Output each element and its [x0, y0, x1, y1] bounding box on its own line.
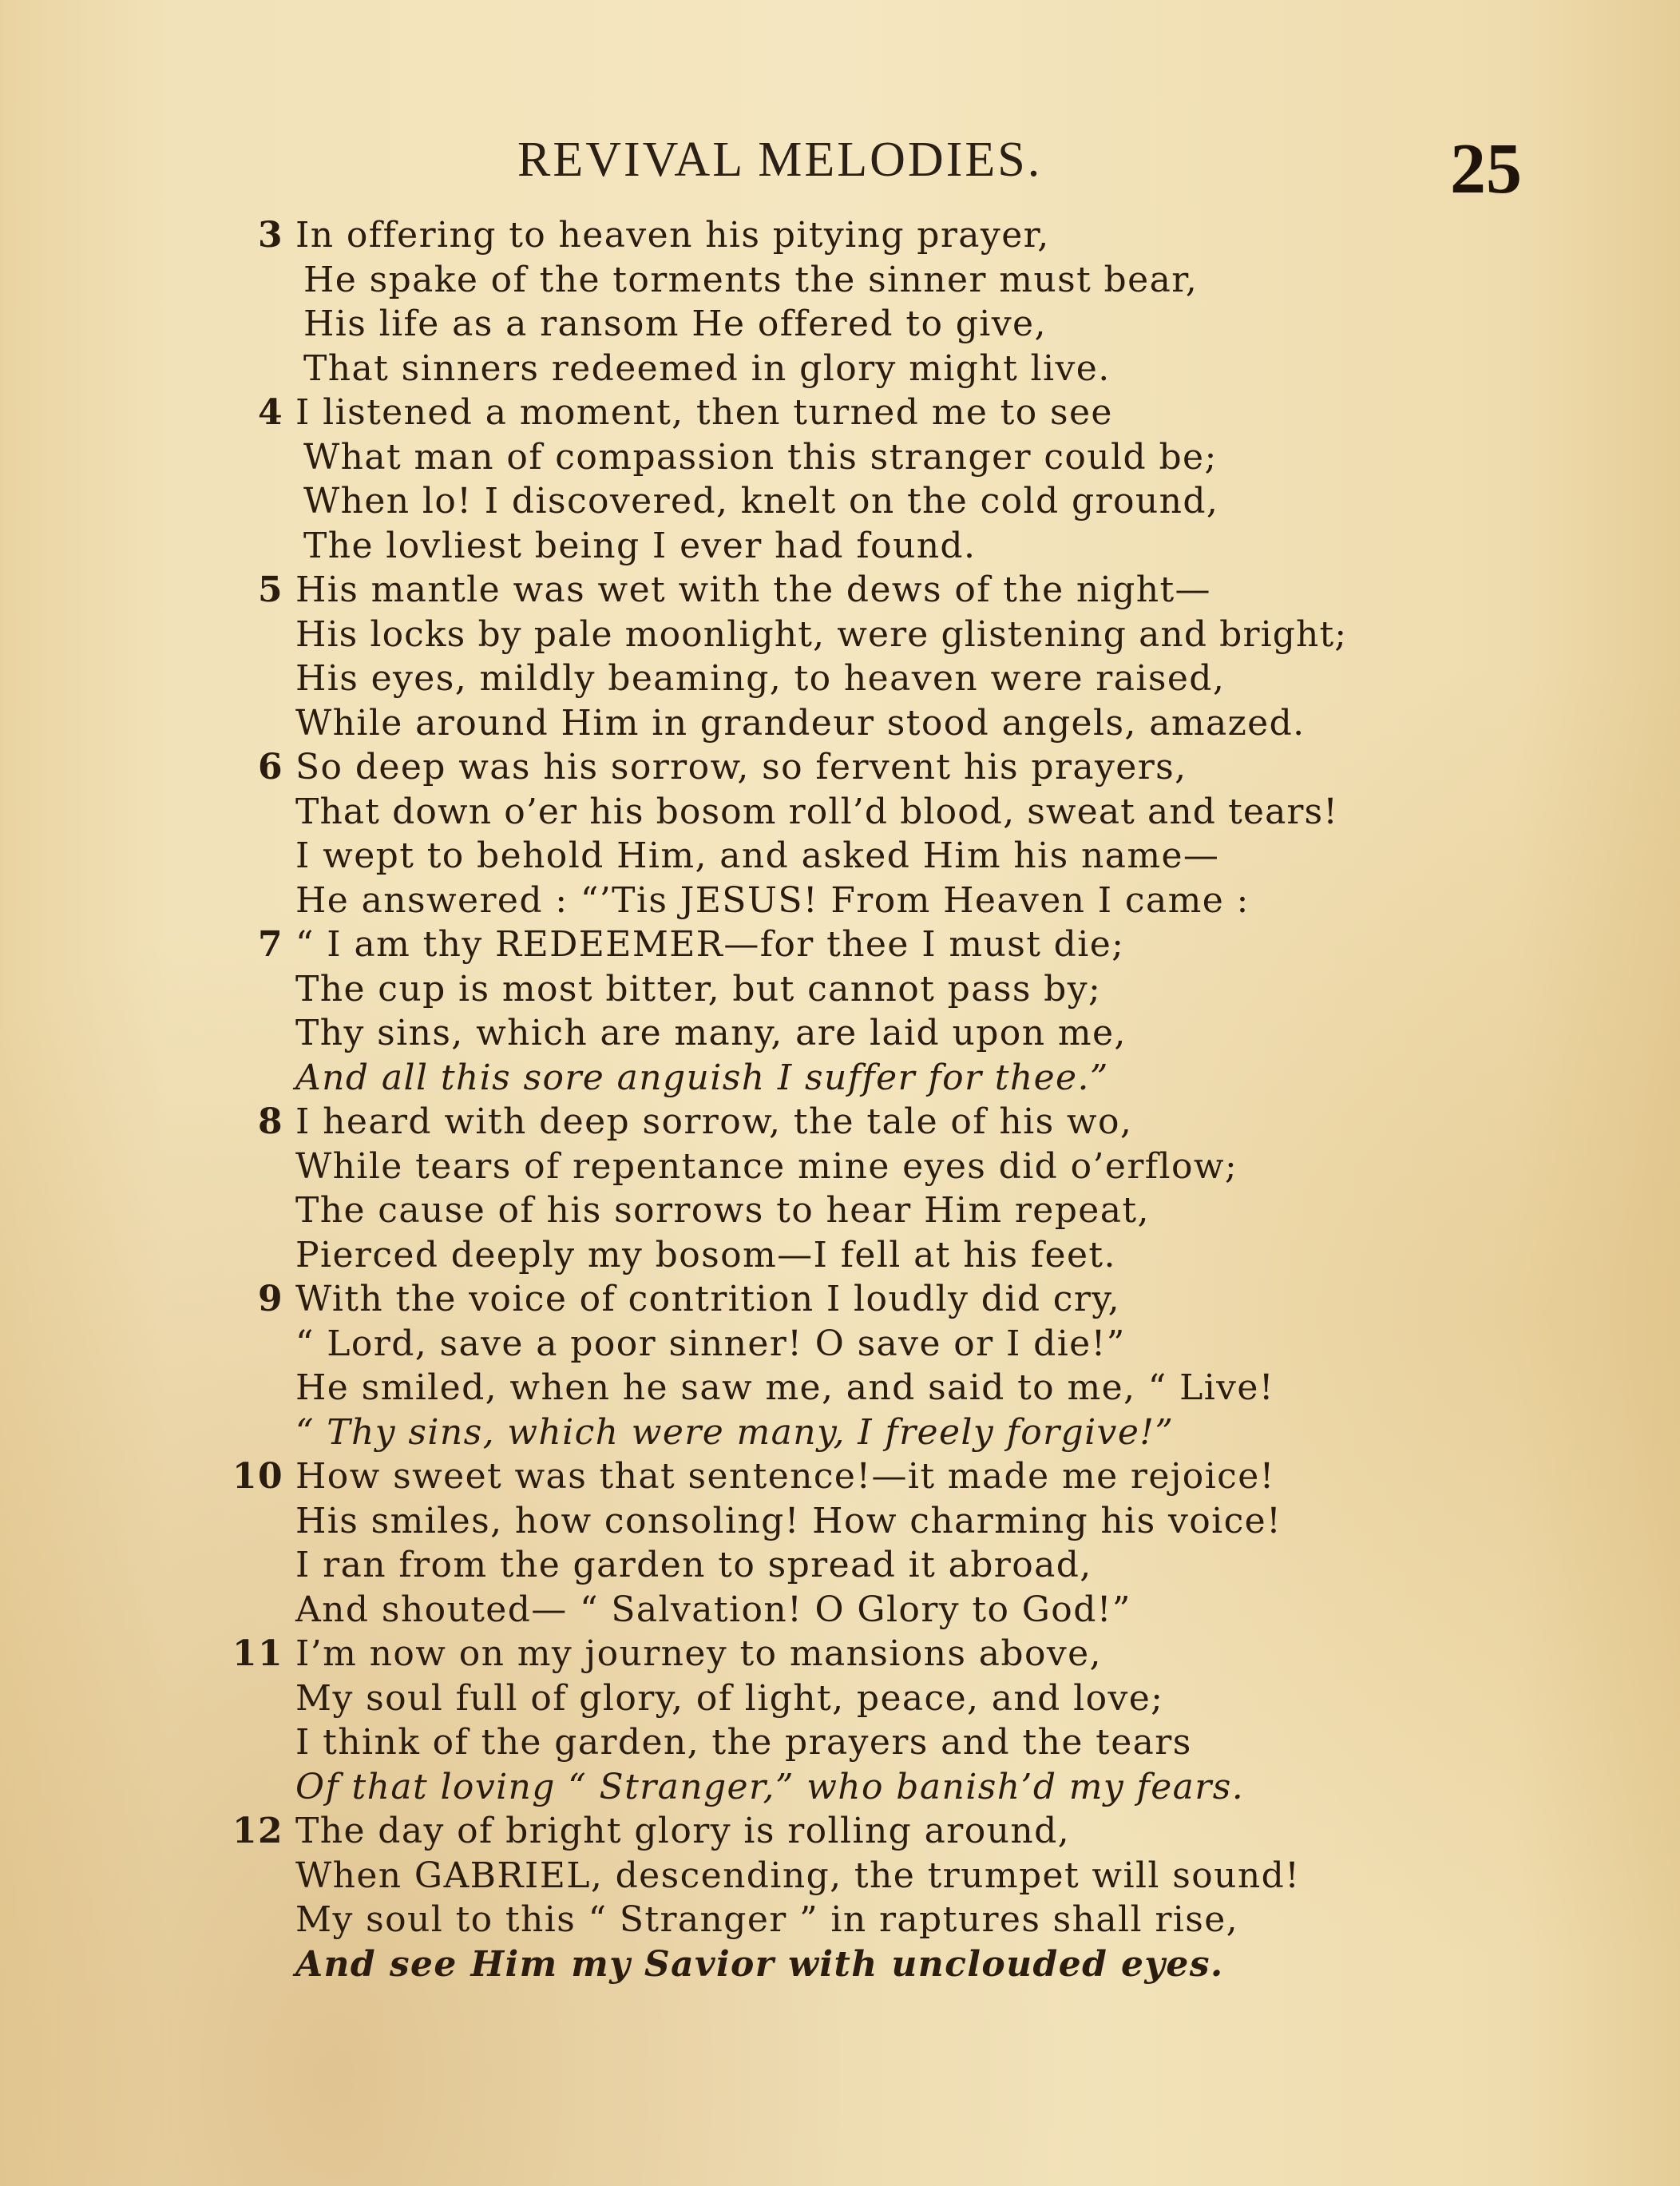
verse-line: When GABRIEL, descending, the trumpet will sound!	[295, 1855, 1301, 1896]
verse-line: 4 I listened a moment, then turned me to see	[216, 391, 1525, 435]
verse-line: He spake of the torments the sinner must bear,	[303, 259, 1199, 300]
stanza-number: 10	[232, 1456, 283, 1497]
verse-line: His life as a ransom He offered to give,	[303, 304, 1047, 344]
verse-line: Thy sins, which are many, are laid upon me,	[295, 1013, 1127, 1053]
verse-line: My soul full of glory, of light, peace, and love;	[295, 1677, 1164, 1719]
verse-line: 12 The day of bright glory is rolling around,	[216, 1809, 1525, 1854]
verse-line: And all this sore anguish I suffer for thee.”	[295, 1057, 1109, 1098]
verse-line: I ran from the garden to spread it abroad,	[295, 1545, 1092, 1585]
stanza-number: 3	[257, 215, 283, 256]
verse-line: And see Him my Savior with unclouded eyes.	[295, 1943, 1224, 1985]
stanza-number: 9	[257, 1279, 283, 1319]
verse-line: 11 I’m now on my journey to mansions above,	[216, 1632, 1525, 1676]
verse-line: “ Lord, save a poor sinner! O save or I die!”	[295, 1323, 1126, 1364]
page-number: 25	[1450, 129, 1522, 208]
verse-line: Pierced deeply my bosom—I fell at his feet.	[295, 1234, 1116, 1275]
verse-line: I wept to behold Him, and asked Him his name—	[295, 835, 1220, 876]
verse-line: 10 How sweet was that sentence!—it made me rejoice!	[216, 1454, 1525, 1499]
stanza-number: 12	[232, 1811, 283, 1851]
hymn-text	[216, 213, 1525, 1986]
verse-line: 8 I heard with deep sorrow, the tale of his wo,	[216, 1100, 1525, 1145]
verse-line: 6 So deep was his sorrow, so fervent his prayers,	[216, 745, 1525, 790]
stanza-number: 5	[257, 569, 283, 610]
verse-line: I think of the garden, the prayers and the tears	[295, 1722, 1192, 1763]
verse-line: What man of compassion this stranger could be;	[303, 436, 1218, 478]
verse-line: He smiled, when he saw me, and said to me, “ Live!	[295, 1367, 1274, 1408]
stanza-number: 7	[257, 924, 283, 965]
running-title: REVIVAL MELODIES.	[517, 133, 1043, 187]
verse-line: That down o’er his bosom roll’d blood, sweat and tears!	[295, 791, 1338, 832]
verse-line: While around Him in grandeur stood angels, amazed.	[295, 702, 1306, 744]
verse-line: “ Thy sins, which were many, I freely forgive!”	[295, 1411, 1175, 1453]
verse-line: 9 With the voice of contrition I loudly did cry,	[216, 1277, 1525, 1322]
verse-line: While tears of repentance mine eyes did o’erflow;	[295, 1145, 1238, 1187]
verse-line: His smiles, how consoling! How charming his voice!	[295, 1500, 1282, 1541]
verse-line: He answered : “’Tis JESUS! From Heaven I came :	[295, 879, 1250, 921]
verse-line: His eyes, mildly beaming, to heaven were raised,	[295, 658, 1226, 699]
verse-line: When lo! I discovered, knelt on the cold ground,	[303, 481, 1219, 522]
stanza-number: 4	[257, 392, 283, 433]
verse-line: Of that loving “ Stranger,” who banish’d my fears.	[295, 1766, 1245, 1807]
verse-line: And shouted— “ Salvation! O Glory to God!”	[295, 1589, 1131, 1630]
verse-line: 3 In offering to heaven his pitying prayer,	[216, 213, 1525, 258]
stanza-number: 8	[257, 1101, 283, 1142]
verse-line: That sinners redeemed in glory might live.	[303, 347, 1111, 389]
verse-line: The cup is most bitter, but cannot pass by;	[295, 968, 1102, 1010]
verse-line: The lovliest being I ever had found.	[303, 525, 977, 566]
verse-line: The cause of his sorrows to hear Him repeat,	[295, 1190, 1150, 1231]
verse-line: 7 “ I am thy REDEEMER—for thee I must die;	[216, 922, 1525, 967]
verse-line: His locks by pale moonlight, were glistening and bright;	[295, 613, 1348, 655]
verse-line: My soul to this “ Stranger ” in raptures shall rise,	[295, 1899, 1239, 1940]
stanza-number: 6	[257, 747, 283, 788]
verse-line: 5 His mantle was wet with the dews of the night—	[216, 568, 1525, 613]
stanza-number: 11	[232, 1633, 283, 1674]
